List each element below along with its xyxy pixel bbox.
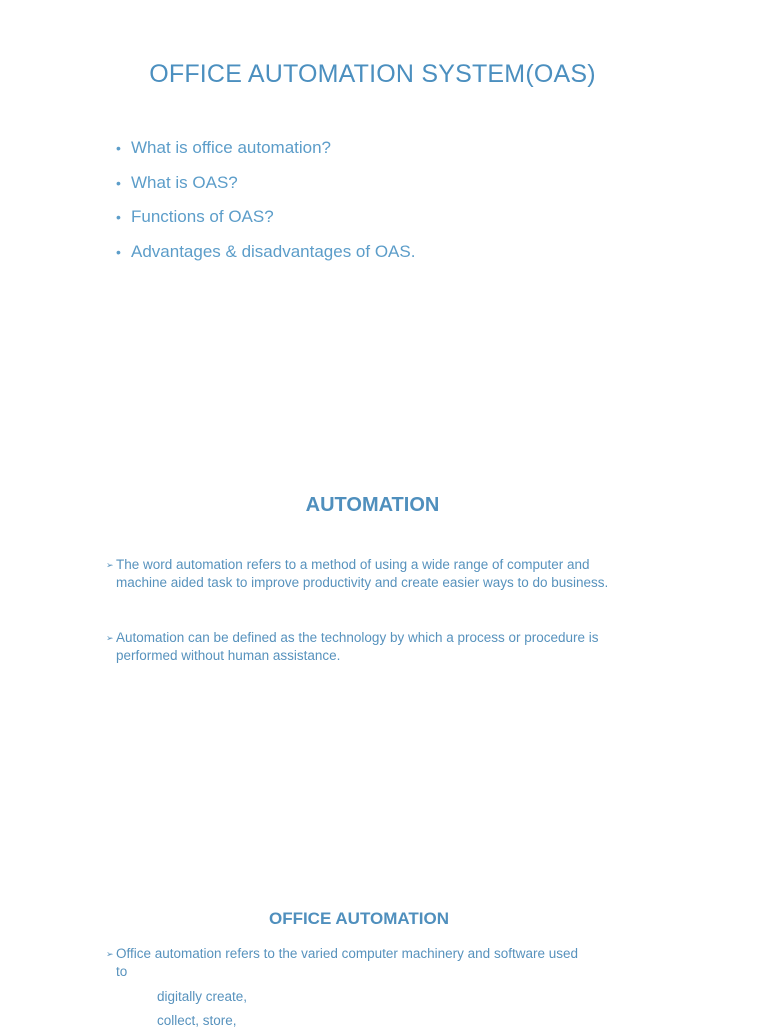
topic-bullet-list: [116, 135, 415, 273]
bullet-icon: •: [116, 243, 121, 260]
bullet-icon: •: [116, 140, 121, 156]
bullet-icon: •: [116, 209, 121, 225]
bullet-text: Advantages & disadvantages of OAS.: [131, 241, 416, 261]
paragraph-line: machine aided task to improve productivity and create easier ways to do business.: [116, 575, 609, 590]
list-item: [116, 204, 415, 239]
list-item: [116, 170, 415, 205]
paragraph-line: to: [116, 964, 128, 979]
bullet-text: What is OAS?: [131, 172, 238, 192]
sub-item-digitally-create: digitally create,: [157, 989, 248, 1004]
paragraph-text: Office automation refers to the varied computer machinery and software used: [116, 946, 578, 961]
slide-title-oas: OFFICE AUTOMATION SYSTEM(OAS): [149, 60, 596, 88]
list-item: [116, 239, 415, 274]
arrow-bullet-icon: ➢: [106, 633, 114, 643]
bullet-text: What is office automation?: [131, 138, 332, 157]
arrow-bullet-icon: ➢: [106, 949, 114, 959]
paragraph-line: [106, 629, 599, 647]
paragraph-line: performed without human assistance.: [116, 648, 341, 663]
slide-title-automation: AUTOMATION: [305, 494, 440, 516]
automation-definition-paragraph-1: [106, 556, 608, 592]
paragraph-line: [106, 945, 578, 963]
paragraph-text: Automation can be defined as the technology by which a process or procedure is: [116, 630, 599, 645]
paragraph-text: The word automation refers to a method of using a wide range of computer and: [116, 557, 590, 572]
office-automation-paragraph: [106, 945, 578, 981]
arrow-bullet-icon: ➢: [106, 560, 114, 570]
list-item: [116, 135, 415, 170]
paragraph-line: [106, 556, 608, 574]
automation-definition-paragraph-2: [106, 629, 599, 665]
bullet-icon: •: [116, 174, 121, 191]
sub-item-collect-store: collect, store,: [157, 1013, 237, 1028]
bullet-text: Functions of OAS?: [131, 207, 274, 226]
slide-title-office-automation: OFFICE AUTOMATION: [268, 909, 450, 928]
